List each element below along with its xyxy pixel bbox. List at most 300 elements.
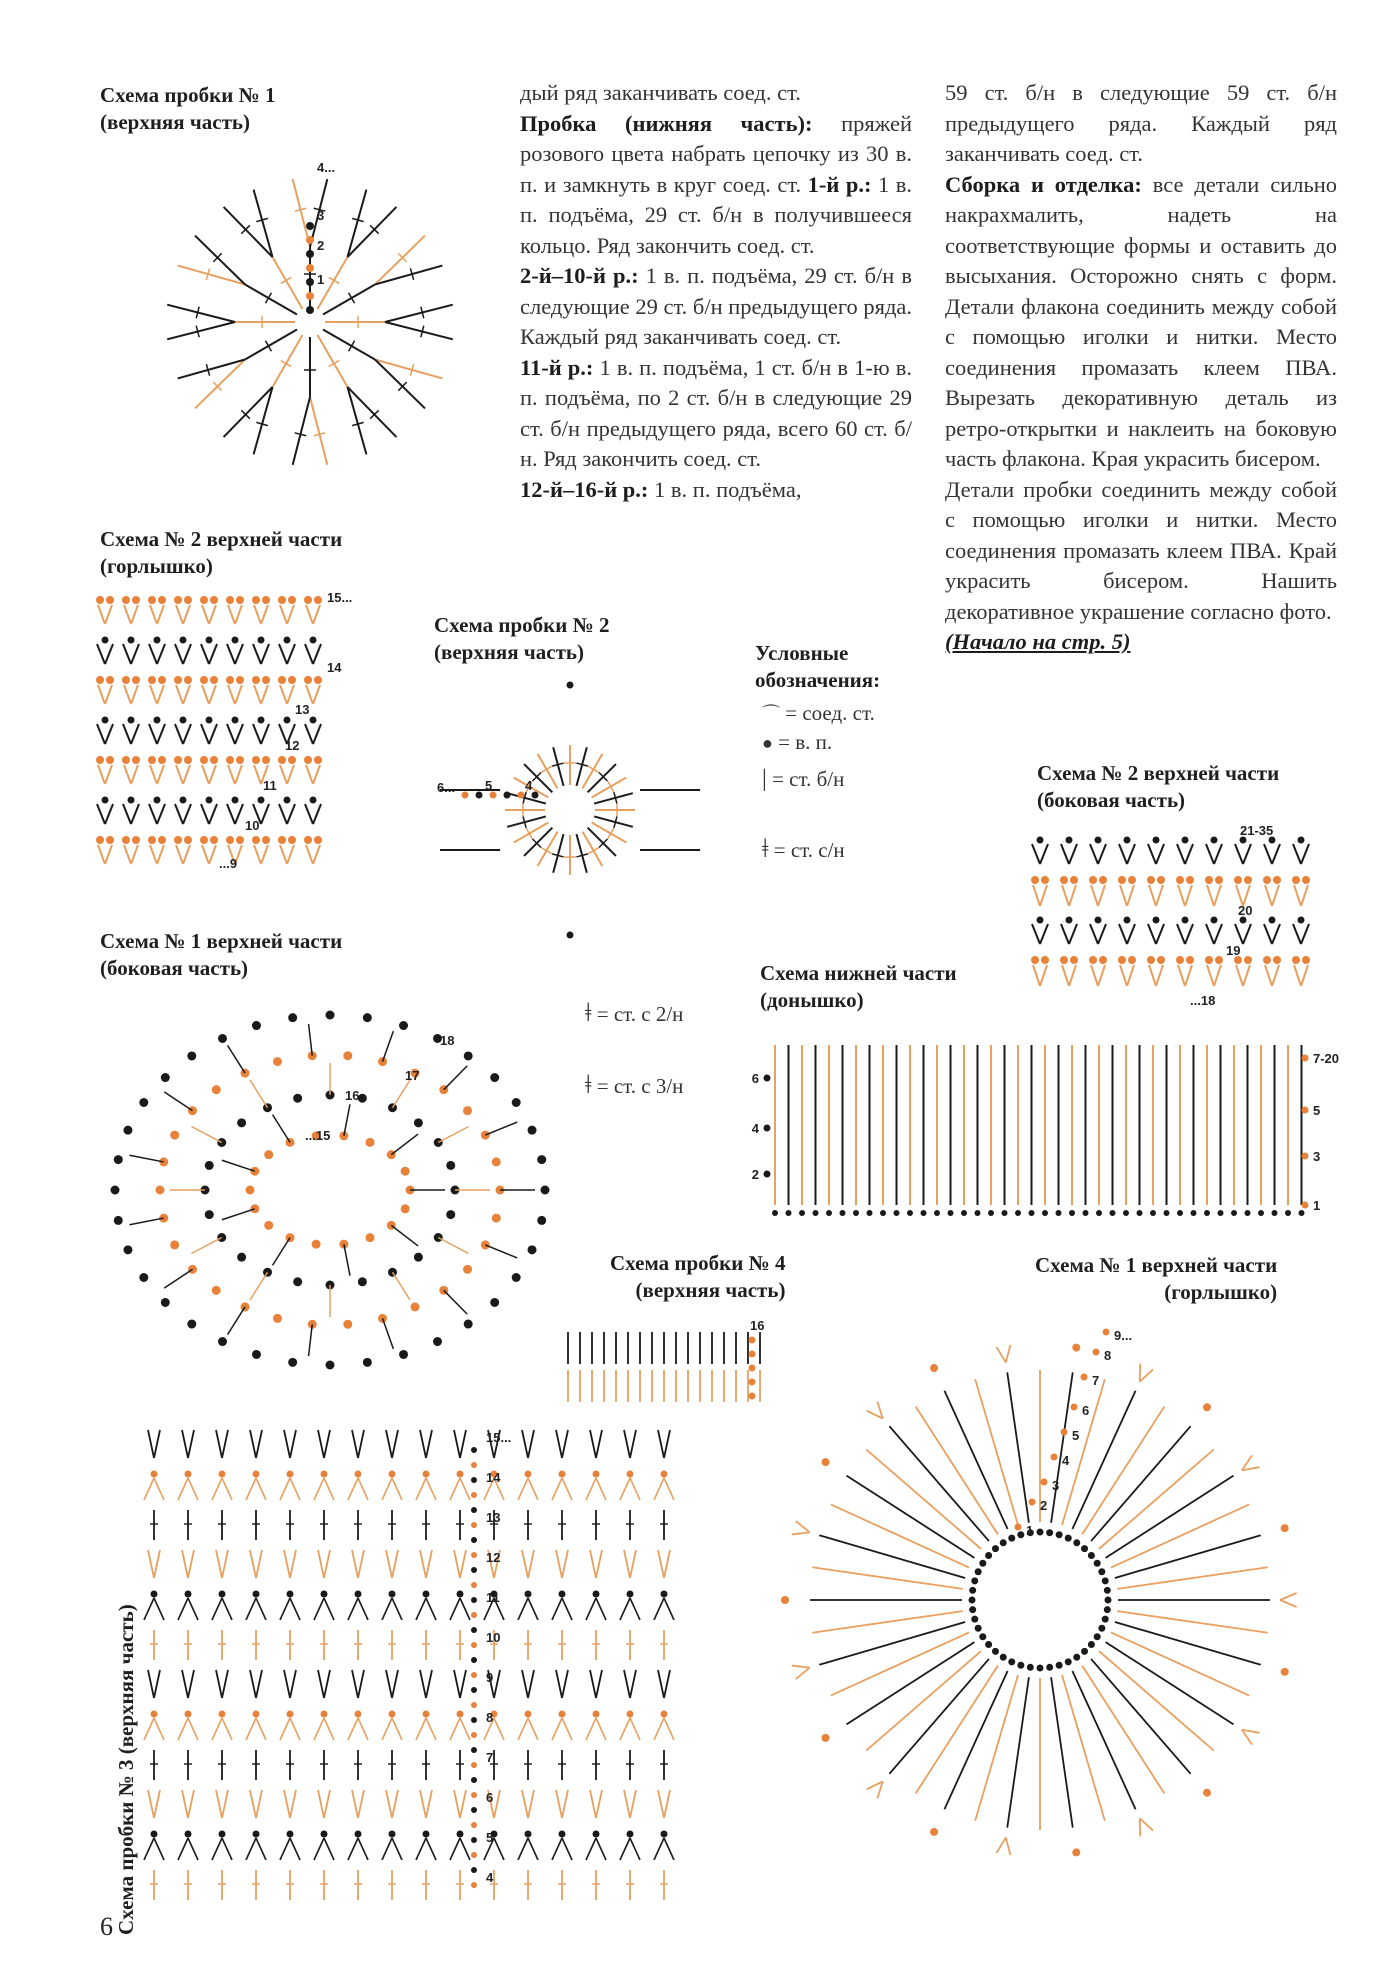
row-number: 10 [486,1630,501,1645]
row-number: 3 [1313,1149,1321,1164]
chain-dot [567,682,574,689]
stitch-mark [318,335,348,387]
stitch-mark [324,1430,330,1458]
stitch-mark [1207,885,1214,906]
chain-dot [148,676,156,684]
chain-dot [1088,1641,1095,1648]
stitch-mark [287,765,294,784]
stitch-mark [124,605,131,624]
stitch-mark [562,1838,572,1860]
stitch-mark [586,1598,596,1620]
chain-dot [1017,1531,1024,1538]
stitch-mark [664,1670,670,1698]
stitch-mark [318,1430,324,1458]
chain-dot [1002,1210,1008,1216]
stitch-mark [182,1670,188,1698]
caption-line: (горлышко) [1164,1280,1278,1304]
stitch-mark [1280,1593,1297,1600]
stitch-mark [1069,844,1077,864]
stitch-mark [383,1318,394,1348]
stitch-mark [562,1598,572,1620]
chain-dot [1150,1210,1156,1216]
chain-dot [492,1157,501,1166]
stitch-mark [1272,844,1280,864]
chain-dot [1123,1210,1129,1216]
stitch-mark [273,335,303,387]
stitch-mark [250,1550,256,1578]
chain-dot [363,1013,372,1022]
stitch-mark [1119,844,1127,864]
chain-dot [1292,876,1300,884]
chain-dot [525,1591,532,1598]
stitch-mark [658,1550,664,1578]
legend-label: = в. п. [778,730,833,754]
double-treble-icon: ǂ [585,1070,592,1099]
stitch-mark [131,804,139,824]
chain-dot [306,250,314,258]
stitch-mark [273,1115,291,1143]
stitch-mark [209,644,217,664]
stitch-mark [654,1478,664,1500]
chain-dot [969,1597,976,1604]
stitch-mark [284,1550,290,1578]
stitch-mark [261,724,269,744]
chain-dot [102,717,109,724]
chain-dot [559,1831,566,1838]
stitch-mark [1214,965,1221,986]
caption-side-2 [1037,760,1279,814]
chain-dot [206,717,213,724]
stitch-mark [253,644,261,664]
caption-cork-4 [610,1250,785,1304]
stitch-mark [426,1718,436,1740]
row-number: 19 [1226,943,1241,958]
stitch-mark [1301,885,1308,906]
row-number: 5 [1313,1103,1321,1118]
caption-line: (верхняя часть) [635,1278,786,1302]
chain-dot [661,1471,668,1478]
legend-dtr [585,1070,683,1100]
chain-dot [161,1073,170,1082]
stitch-mark [576,834,586,873]
chain-dot [1070,876,1078,884]
chain-dot [264,1150,273,1159]
stitch-mark [235,685,242,704]
stitch-mark [280,1718,290,1740]
stitch-mark [191,1238,221,1254]
chain-dot [867,1210,873,1216]
stitch-mark [167,305,235,322]
stitch-mark [305,644,313,664]
chain-dot [310,637,317,644]
stitch-mark [256,1478,266,1500]
chain-dot [471,1747,477,1753]
stitch-mark [188,1430,194,1458]
chain-dot [492,1214,501,1223]
chain-dot [355,1831,362,1838]
chain-dot [504,792,511,799]
chain-dot [1244,876,1252,884]
stitch-mark [256,1790,262,1818]
stitch-mark [245,330,297,360]
chain-dot [122,596,130,604]
stitch-mark [528,1478,538,1500]
chain-dot [123,1245,132,1254]
chain-dot [219,1471,226,1478]
chain-dot [399,1350,408,1359]
stitch-mark [1098,885,1105,906]
stitch-mark [176,765,183,784]
stitch-mark [1120,965,1127,986]
chain-dot [1017,1662,1024,1669]
row-number: 4 [486,1870,494,1885]
chain-dot [1099,956,1107,964]
row-number: 4 [751,1121,759,1136]
chain-dot [399,1021,408,1030]
chain-dot [1098,1625,1105,1632]
chain-dot [321,1831,328,1838]
chain-dot [1272,1210,1278,1216]
stitch-mark [358,1790,364,1818]
stitch-mark [280,1478,290,1500]
stitch-mark [164,1269,192,1288]
chain-dot [1245,1210,1251,1216]
chain-dot [184,596,192,604]
paragraph [520,475,912,506]
chain-dot [122,756,130,764]
stitch-mark [1264,844,1272,864]
chain-dot [1089,876,1097,884]
stitch-mark [1040,924,1048,944]
stitch-mark [460,1790,466,1818]
stitch-mark [290,1550,296,1578]
chain-dot [464,1320,473,1329]
stitch-mark [1293,924,1301,944]
chain-dot [288,836,296,844]
chain-dot [389,1831,396,1838]
stitch-mark [246,1838,256,1860]
stitch-mark [1140,1818,1141,1836]
stitch-mark [1006,1838,1011,1855]
chain-dot [1186,956,1194,964]
chain-dot [1153,917,1160,924]
chain-dot [1060,956,1068,964]
stitch-mark [183,605,190,624]
chain-dot [252,676,260,684]
stitch-mark [792,1532,810,1534]
stitch-mark [222,1598,232,1620]
chain-dot [363,1358,372,1367]
stitch-mark [212,1478,222,1500]
stitch-mark [608,781,614,791]
stitch-mark [216,1430,222,1458]
paragraph [945,78,1337,170]
stitch-mark [1006,1345,1011,1362]
chain-dot [1098,1568,1105,1575]
chain-dot [358,1277,367,1286]
chain-dot [471,1732,477,1738]
stitch-mark [392,1790,398,1818]
chain-dot [200,836,208,844]
chain-dot [310,797,317,804]
chain-dot [1094,1560,1101,1567]
stitch-mark [183,765,190,784]
stitch-mark [583,754,603,789]
stitch-mark [235,605,242,624]
chain-dot [930,1364,938,1372]
chain-dot [306,222,314,230]
chain-dot [1015,1210,1021,1216]
chain-dot [206,637,213,644]
stitch-mark [261,644,269,664]
stitch-mark [148,1670,154,1698]
stitch-mark [290,1838,300,1860]
chain-dot [1203,1403,1211,1411]
chain-dot [471,1567,477,1573]
paragraph [945,475,1337,628]
stitch-mark [284,1670,290,1698]
chain-dot [205,1161,214,1170]
stitch-mark [293,179,310,247]
stitch-mark [305,724,313,744]
chain-dot [471,1582,477,1588]
chain-dot [170,1131,179,1140]
stitch-mark [596,1670,602,1698]
stitch-mark [201,804,209,824]
stitch-mark [209,804,217,824]
chain-dot [446,1210,455,1219]
chain-dot [1072,1848,1080,1856]
stitch-mark [1040,844,1048,864]
stitch-mark [528,1430,534,1458]
double-crochet-icon: ǂ [762,834,769,863]
chain-dot [1066,837,1073,844]
chain-dot [512,1273,521,1282]
stitch-mark [273,257,303,309]
stitch-mark [1140,1370,1153,1382]
stitch-mark [416,1838,426,1860]
stitch-mark [254,605,261,624]
stitch-mark [588,766,598,772]
chain-dot [252,596,260,604]
chain-dot [1203,1789,1211,1797]
page-number: 6 [100,1912,113,1941]
chain-dot [627,1591,634,1598]
stitch-mark [1272,924,1280,944]
stitch-mark [1235,844,1243,864]
chain-dot [1244,956,1252,964]
stitch-mark [209,724,217,744]
stitch-mark [1033,965,1040,986]
caption-cork-3 [113,1604,140,1935]
stitch-mark [624,1790,630,1818]
chain-dot [1051,1454,1058,1461]
chain-dot [988,1210,994,1216]
stitch-mark [556,1670,562,1698]
stitch-mark [123,644,131,664]
chain-dot [288,1358,297,1367]
chain-dot [154,797,161,804]
chain-dot [366,1233,375,1242]
stitch-mark [796,1668,810,1679]
stitch-mark [254,765,261,784]
stitch-mark [494,1838,504,1860]
stitch-mark [1243,924,1251,944]
stitch-mark [202,765,209,784]
stitch-mark [324,1598,334,1620]
stitch-mark [416,1718,426,1740]
chain-dot [992,1648,999,1655]
stitch-mark [630,1550,636,1578]
chain-dot [312,1240,321,1249]
stitch-mark [97,644,105,664]
chain-dot [1000,1539,1007,1546]
stitch-mark [144,1718,154,1740]
chain-dot [174,836,182,844]
chain-dot [1258,1210,1264,1216]
diagram-cork-3 [140,1420,720,1920]
stitch-mark [596,1430,602,1458]
stitch-mark [131,605,138,624]
stitch-mark [1214,844,1222,864]
stitch-mark [313,685,320,704]
row-number: 7 [1092,1373,1100,1388]
bold-heading: 11-й р.: [520,354,594,380]
chain-dot [1095,917,1102,924]
chain-dot [321,1471,328,1478]
text: пряжей розового цвета набрать цепочку из 30 в. п. и замкнуть в круг соед. ст. [520,110,912,197]
stitch-mark [630,1790,636,1818]
stitch-mark [541,848,551,854]
chain-dot [139,1098,148,1107]
row-number: 7 [486,1750,494,1765]
stitch-mark [1062,885,1069,906]
row-number: 4... [317,160,336,175]
chain-dot [661,1831,668,1838]
chain-dot [1124,837,1131,844]
stitch-mark [222,1209,255,1220]
stitch-mark [562,1478,572,1500]
chain-dot [1302,956,1310,964]
stitch-mark [105,804,113,824]
stitch-mark [658,1430,664,1458]
row-number: 2 [317,238,325,253]
bold-heading: 12-й–16-й р.: [520,476,649,502]
stitch-mark [1185,885,1192,906]
chain-dot [1157,876,1165,884]
stitch-mark [538,754,558,789]
chain-dot [930,1828,938,1836]
stitch-mark [176,845,183,864]
chain-dot [1211,837,1218,844]
row-number: 5 [486,1830,494,1845]
stitch-mark [150,605,157,624]
stitch-mark [124,685,131,704]
chain-dot [481,1131,490,1140]
caption-neck-1 [1035,1252,1277,1306]
chain-dot [1263,956,1271,964]
chain-dot [1056,1531,1063,1538]
stitch-mark [590,1550,596,1578]
stitch-mark [553,834,563,873]
chain-dot [1060,876,1068,884]
chain-dot [185,1471,192,1478]
stitch-mark [1091,885,1098,906]
chain-dot [106,596,114,604]
stitch-mark [250,1790,256,1818]
legend-chain [762,730,832,755]
chain-dot [1088,1552,1095,1559]
stitch-mark [576,747,586,786]
chain-dot [1083,1210,1089,1216]
stitch-mark [129,1218,163,1225]
chain-dot [463,1265,472,1274]
stitch-mark [586,1478,596,1500]
slip-stitch-icon: ⌒ [762,704,780,724]
stitch-mark [630,1718,640,1740]
stitch-mark [246,1718,256,1740]
stitch-mark [386,1670,392,1698]
chain-dot [1070,956,1078,964]
chain-dot [1081,1648,1088,1655]
chain-dot [1081,1545,1088,1552]
legend-tr [585,998,683,1028]
chain-dot [1081,1374,1088,1381]
stitch-mark [358,1550,364,1578]
chain-dot [378,1314,387,1323]
chain-dot [1037,917,1044,924]
stitch-mark [1127,965,1134,986]
chain-dot [764,1075,771,1082]
text: 1 в. п. подъёма, [648,476,802,502]
chain-dot [200,596,208,604]
stitch-mark [245,285,297,315]
chain-dot [471,1672,477,1678]
stitch-mark [228,605,235,624]
stitch-mark [1301,844,1309,864]
chain-dot [288,1013,297,1022]
text: 1 в. п. подъёма, 29 ст. б/н в получившееся кольцо. Ряд закончить соед. ст. [520,171,912,258]
row-number: 20 [1238,903,1253,918]
chain-dot [1182,837,1189,844]
stitch-mark [1032,924,1040,944]
chain-dot [1093,1349,1100,1356]
continued-link[interactable]: (Начало на стр. 5) [945,629,1131,654]
stitch-mark [313,845,320,864]
stitch-mark [1098,965,1105,986]
chain-dot [304,676,312,684]
stitch-mark [444,1066,467,1090]
chain-dot [979,1633,986,1640]
chain-dot [114,1155,123,1164]
chain-dot [132,596,140,604]
stitch-mark [426,1670,432,1698]
chain-dot [1164,1210,1170,1216]
stitch-mark [202,845,209,864]
stitch-mark [216,1670,222,1698]
chain-dot [1027,1664,1034,1671]
stitch-mark [426,1550,432,1578]
stitch-mark [324,1670,330,1698]
stitch-mark [664,1718,674,1740]
chain-dot [593,1591,600,1598]
chain-dot [457,1711,464,1718]
chain-dot [187,1051,196,1060]
chain-dot [262,596,270,604]
chain-dot [252,1021,261,1030]
stitch-mark [1069,965,1076,986]
stitch-mark [352,1430,358,1458]
